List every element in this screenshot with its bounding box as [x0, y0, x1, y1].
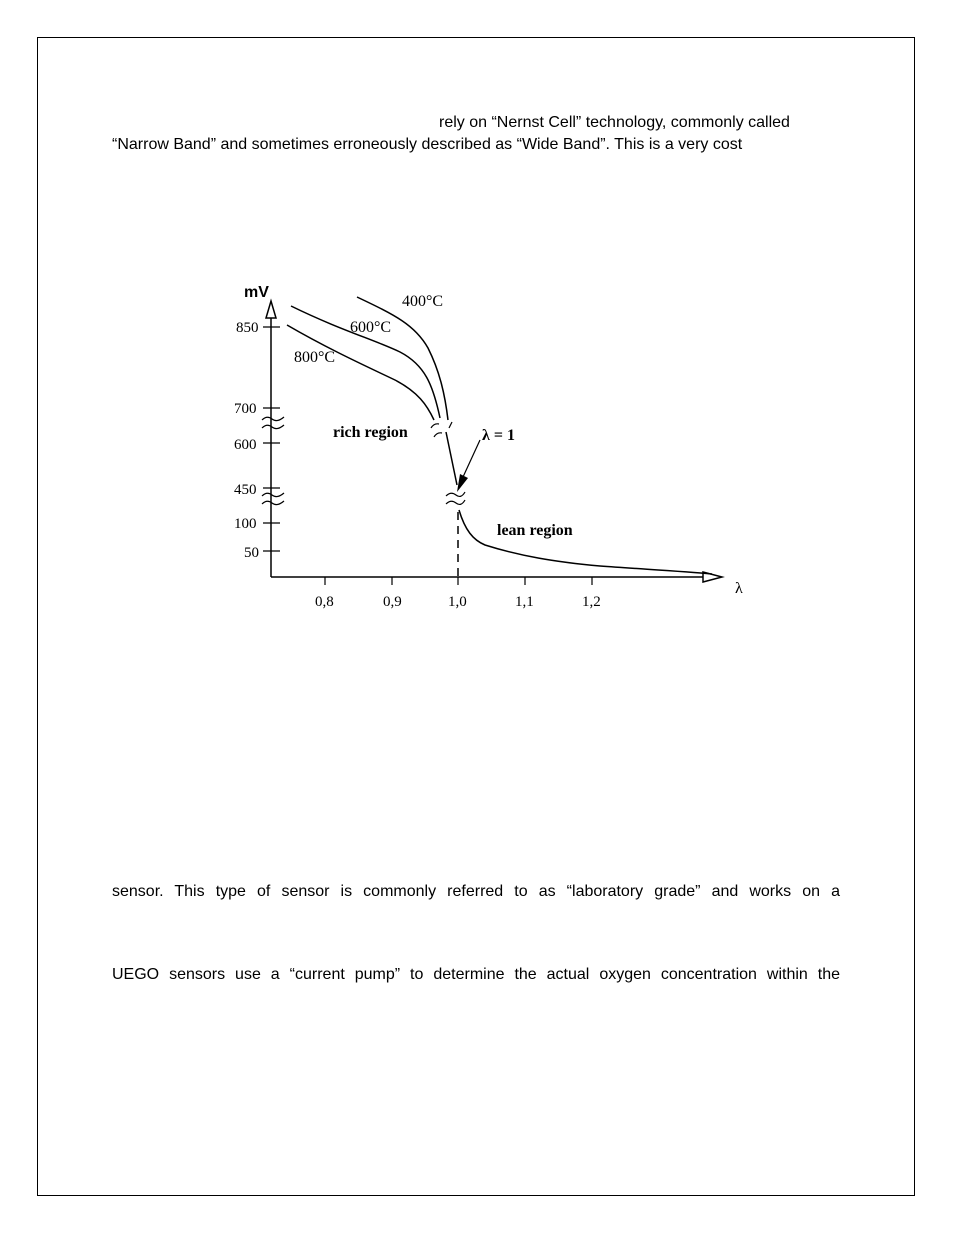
y-tick-850: 850	[236, 320, 259, 336]
lambda-annotation-arrow	[463, 440, 480, 477]
y-tick-700: 700	[234, 401, 257, 417]
curve-label-400c: 400°C	[402, 293, 444, 310]
curve-lean	[459, 510, 712, 574]
lambda-one-label: λ = 1	[482, 427, 515, 444]
curve-label-600c: 600°C	[350, 319, 392, 336]
y-tick-450: 450	[234, 482, 257, 498]
lambda-annotation-arrowhead	[457, 474, 468, 492]
y-tick-100: 100	[234, 516, 257, 532]
curve-steep	[446, 432, 457, 485]
paragraph-1-line-1: rely on “Nernst Cell” technology, commonly called	[439, 114, 790, 131]
paragraph-3-line: UEGO sensors use a “current pump” to determine the actual oxygen concentration within the	[112, 966, 840, 983]
curve-label-800c: 800°C	[294, 349, 336, 366]
y-tick-600: 600	[234, 437, 257, 453]
curve-400c	[357, 297, 448, 420]
x-tick-0-8: 0,8	[315, 594, 334, 610]
x-tick-1-0: 1,0	[448, 594, 467, 610]
x-ticks	[325, 577, 592, 585]
x-tick-1-1: 1,1	[515, 594, 534, 610]
x-tick-1-2: 1,2	[582, 594, 601, 610]
y-axis-breaks	[262, 417, 284, 505]
lean-region-label: lean region	[497, 522, 573, 539]
rich-region-label: rich region	[333, 424, 408, 441]
x-tick-0-9: 0,9	[383, 594, 402, 610]
paragraph-2-line: sensor. This type of sensor is commonly referred to as “laboratory grade” and works on a	[112, 883, 840, 900]
y-tick-50: 50	[244, 545, 259, 561]
paragraph-1-line-2: “Narrow Band” and sometimes erroneously described as “Wide Band”. This is a very cost	[112, 136, 743, 153]
curve-breaks	[431, 422, 465, 504]
y-unit-label: mV	[244, 284, 269, 301]
curve-800c	[287, 325, 434, 420]
y-axis-arrow	[266, 301, 276, 318]
x-axis-symbol: λ	[735, 580, 743, 597]
